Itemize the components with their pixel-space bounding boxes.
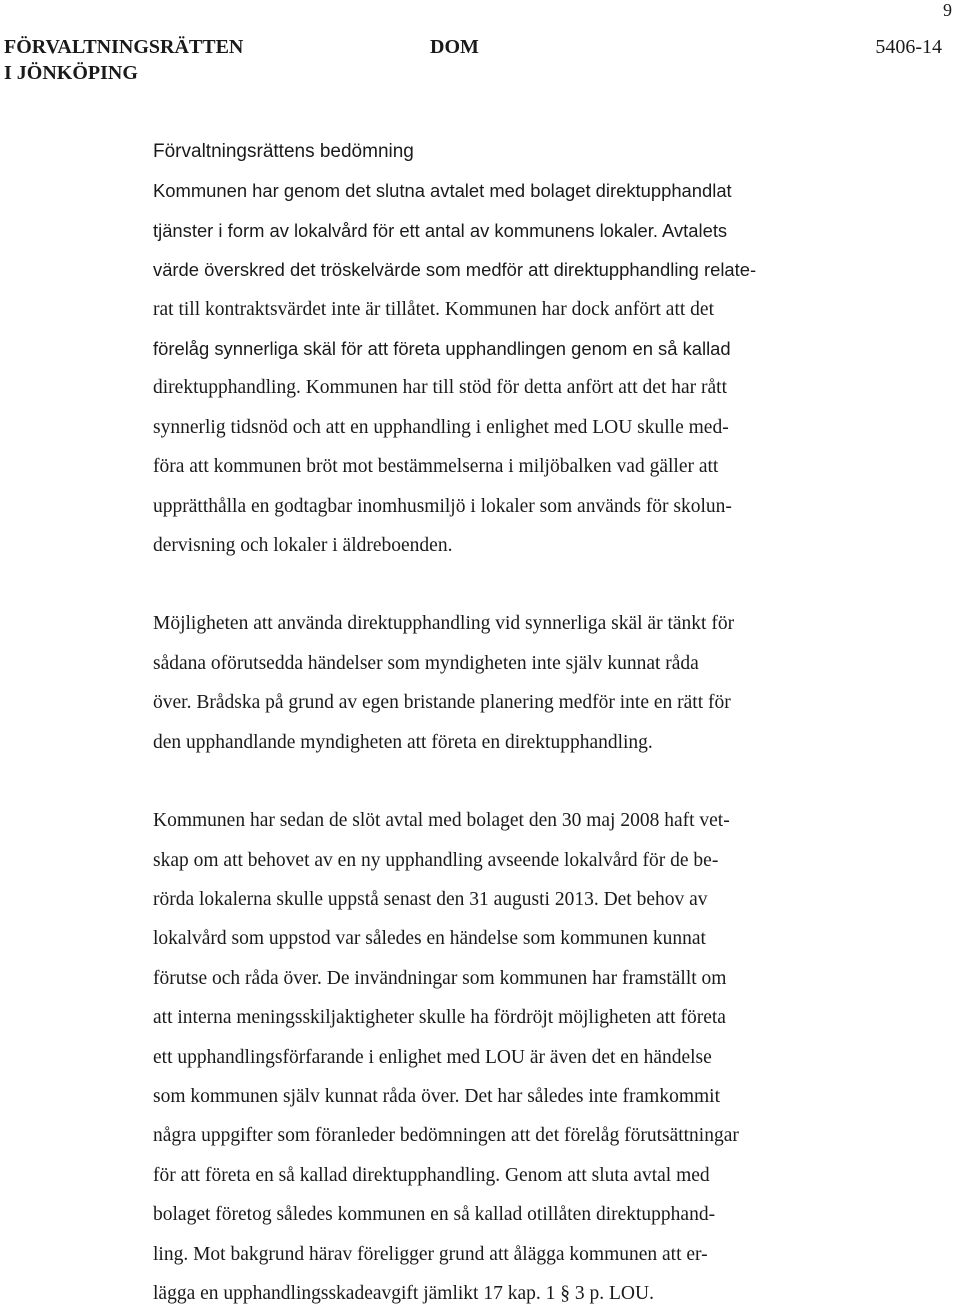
- court-name-line2: I JÖNKÖPING: [4, 62, 138, 84]
- text-line: lägga en upphandlingsskadeavgift jämlikt 17 kap. 1 § 3 p. LOU.: [153, 1282, 654, 1304]
- case-number: 5406-14: [875, 36, 942, 58]
- text-line: bolaget företog således kommunen en så kallad otillåten direktupphand-: [153, 1204, 716, 1226]
- court-name: [4, 34, 243, 86]
- text-line: Möjligheten att använda direktupphandling vid synnerliga skäl är tänkt för: [153, 613, 735, 635]
- text-line: dervisning och lokaler i äldreboenden.: [153, 535, 453, 557]
- text-line: rat till kontraktsvärdet inte är tillåtet. Kommunen har dock anfört att det: [153, 298, 714, 320]
- court-name-line1: FÖRVALTNINGSRÄTTEN: [4, 36, 244, 58]
- document-type: DOM: [430, 36, 479, 58]
- text-line: rörda lokalerna skulle uppstå senast den 31 augusti 2013. Det behov av: [153, 888, 708, 910]
- text-line: som kommunen själv kunnat råda över. Det har således inte framkommit: [153, 1085, 720, 1107]
- text-line: några uppgifter som föranleder bedömningen att det förelåg förutsättningar: [153, 1125, 739, 1147]
- paragraph-1: [153, 171, 853, 565]
- text-line: upprätthålla en godtagbar inomhusmiljö i lokaler som används för skolun-: [153, 495, 732, 517]
- text-line: ling. Mot bakgrund härav föreligger grund att ålägga kommunen att er-: [153, 1243, 708, 1265]
- text-line: lokalvård som uppstod var således en händelse som kommunen kunnat: [153, 928, 706, 950]
- text-line: att interna meningsskiljaktigheter skulle ha fördröjt möjligheten att företa: [153, 1007, 726, 1029]
- text-line: sådana oförutsedda händelser som myndigheten inte själv kunnat råda: [153, 652, 699, 674]
- text-line: synnerlig tidsnöd och att en upphandling i enlighet med LOU skulle med-: [153, 416, 729, 438]
- text-line: skap om att behovet av en ny upphandling avseende lokalvård för de be-: [153, 849, 719, 871]
- paragraph-3: [153, 801, 853, 1313]
- text-line: för att företa en så kallad direktupphandling. Genom att sluta avtal med: [153, 1164, 710, 1186]
- page-number: 9: [943, 0, 952, 20]
- text-line: förutse och råda över. De invändningar som kommunen har framställt om: [153, 967, 727, 989]
- document-body: [153, 132, 853, 1313]
- paragraph-gap: [153, 565, 853, 604]
- text-line: över. Brådska på grund av egen bristande planering medför inte en rätt för: [153, 692, 731, 714]
- text-line: föra att kommunen bröt mot bestämmelserna i miljöbalken vad gäller att: [153, 456, 719, 478]
- text-line: värde överskred det tröskelvärde som medför att direktupphandling relate-: [153, 259, 757, 281]
- text-line: Kommunen har genom det slutna avtalet med bolaget direktupphandlat: [153, 180, 732, 202]
- text-line: förelåg synnerliga skäl för att företa upphandlingen genom en så kallad: [153, 338, 731, 360]
- text-line: ett upphandlingsförfarande i enlighet med LOU är även det en händelse: [153, 1046, 712, 1068]
- text-line: direktupphandling. Kommunen har till stöd för detta anfört att det har rått: [153, 377, 728, 399]
- text-line: tjänster i form av lokalvård för ett antal av kommunens lokaler. Avtalets: [153, 219, 728, 241]
- paragraph-2: [153, 604, 853, 762]
- section-heading: Förvaltningsrättens bedömning: [153, 141, 414, 162]
- text-line: den upphandlande myndigheten att företa en direktupphandling.: [153, 731, 653, 753]
- document-header: [4, 34, 942, 86]
- text-line: Kommunen har sedan de slöt avtal med bolaget den 30 maj 2008 haft vet-: [153, 810, 730, 832]
- paragraph-gap: [153, 762, 853, 801]
